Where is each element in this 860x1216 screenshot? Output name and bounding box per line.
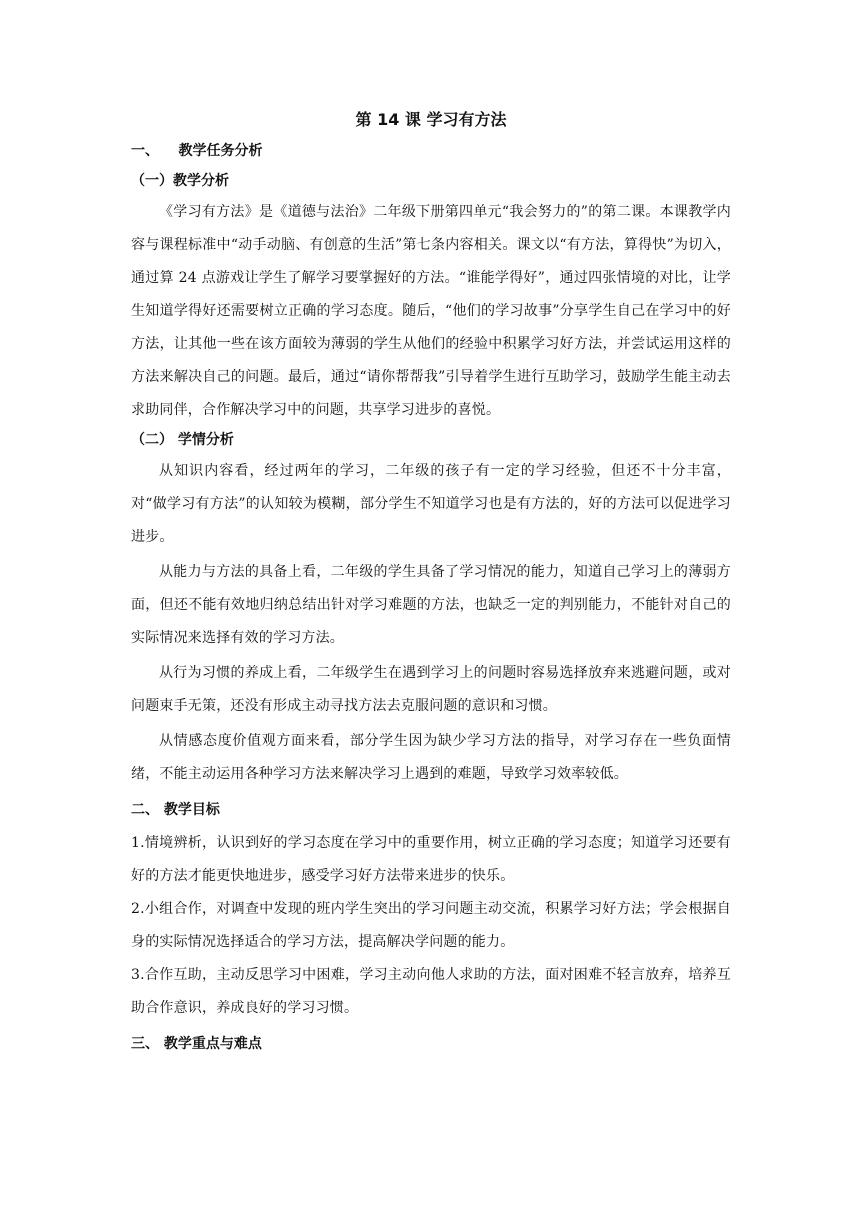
subsection-heading-teaching-analysis: （一）教学分析 <box>131 173 229 189</box>
teaching-goal-item: 1.情境辨析，认识到好的学习态度在学习中的重要作用，树立正确的学习态度；知道学习还要有好的方法才能更快地进步，感受学习好方法带来进步的快乐。 <box>131 835 731 884</box>
lesson-title: 第 14 课 学习有方法 <box>355 110 507 129</box>
learner-analysis-paragraph: 从能力与方法的具备上看，二年级的学生具备了学习情况的能力，知道自己学习上的薄弱方面，但还不能有效地归纳总结出针对学习难题的方法，也缺乏一定的判别能力，不能针对自己的实际情况来选择有效的学习方法。 <box>131 564 731 646</box>
teaching-analysis-paragraph: 《学习有方法》是《道德与法治》二年级下册第四单元“我会努力的”的第二课。本课教学内容与课程标准中“动手动脑、有创意的生活”第七条内容相关。课文以“有方法，算得快”为切入，通过算 24 点游戏让学生了解学习要掌握好的方法。“谁能学得好”，通过四张情境的对比，让学生知道学得好还需要树立正确的学习态度。随后，“他们的学习故事”分享学生自己在学习中的好方法，让其他一些在该方面较为薄弱的学生从他们的经验中积累学习好方法，并尝试运用这样的方法来解决自己的问题。最后，通过“请你帮帮我”引导着学生进行互助学习，鼓励学生能主动去求助同伴，合作解决学习中的问题，共享学习进步的喜悦。 <box>131 204 731 418</box>
teaching-goal-item: 2.小组合作，对调查中发现的班内学生突出的学习问题主动交流，积累学习好方法；学会根据自身的实际情况选择适合的学习方法，提高解决学问题的能力。 <box>131 901 731 950</box>
learner-analysis-paragraph: 从行为习惯的养成上看，二年级学生在遇到学习上的问题时容易选择放弃来逃避问题，或对问题束手无策，还没有形成主动寻找方法去克服问题的意识和习惯。 <box>131 665 731 714</box>
section-heading-task-analysis: 一、 教学任务分析 <box>131 143 263 159</box>
learner-analysis-paragraph: 从知识内容看，经过两年的学习，二年级的孩子有一定的学习经验，但还不十分丰富，对“做学习有方法”的认知较为模糊，部分学生不知道学习也是有方法的，好的方法可以促进学习进步。 <box>131 463 731 545</box>
subsection-heading-learner-analysis: （二） 学情分析 <box>131 432 234 448</box>
section-heading-teaching-goals: 二、 教学目标 <box>131 802 220 818</box>
teaching-goal-item: 3.合作互助，主动反思学习中困难，学习主动向他人求助的方法，面对困难不轻言放弃，培养互助合作意识，养成良好的学习习惯。 <box>131 967 731 1016</box>
section-heading-key-points: 三、 教学重点与难点 <box>131 1036 262 1052</box>
document-body <box>131 108 731 1061</box>
learner-analysis-paragraph: 从情感态度价值观方面来看，部分学生因为缺少学习方法的指导，对学习存在一些负面情绪，不能主动运用各种学习方法来解决学习上遇到的难题，导致学习效率较低。 <box>131 733 731 782</box>
